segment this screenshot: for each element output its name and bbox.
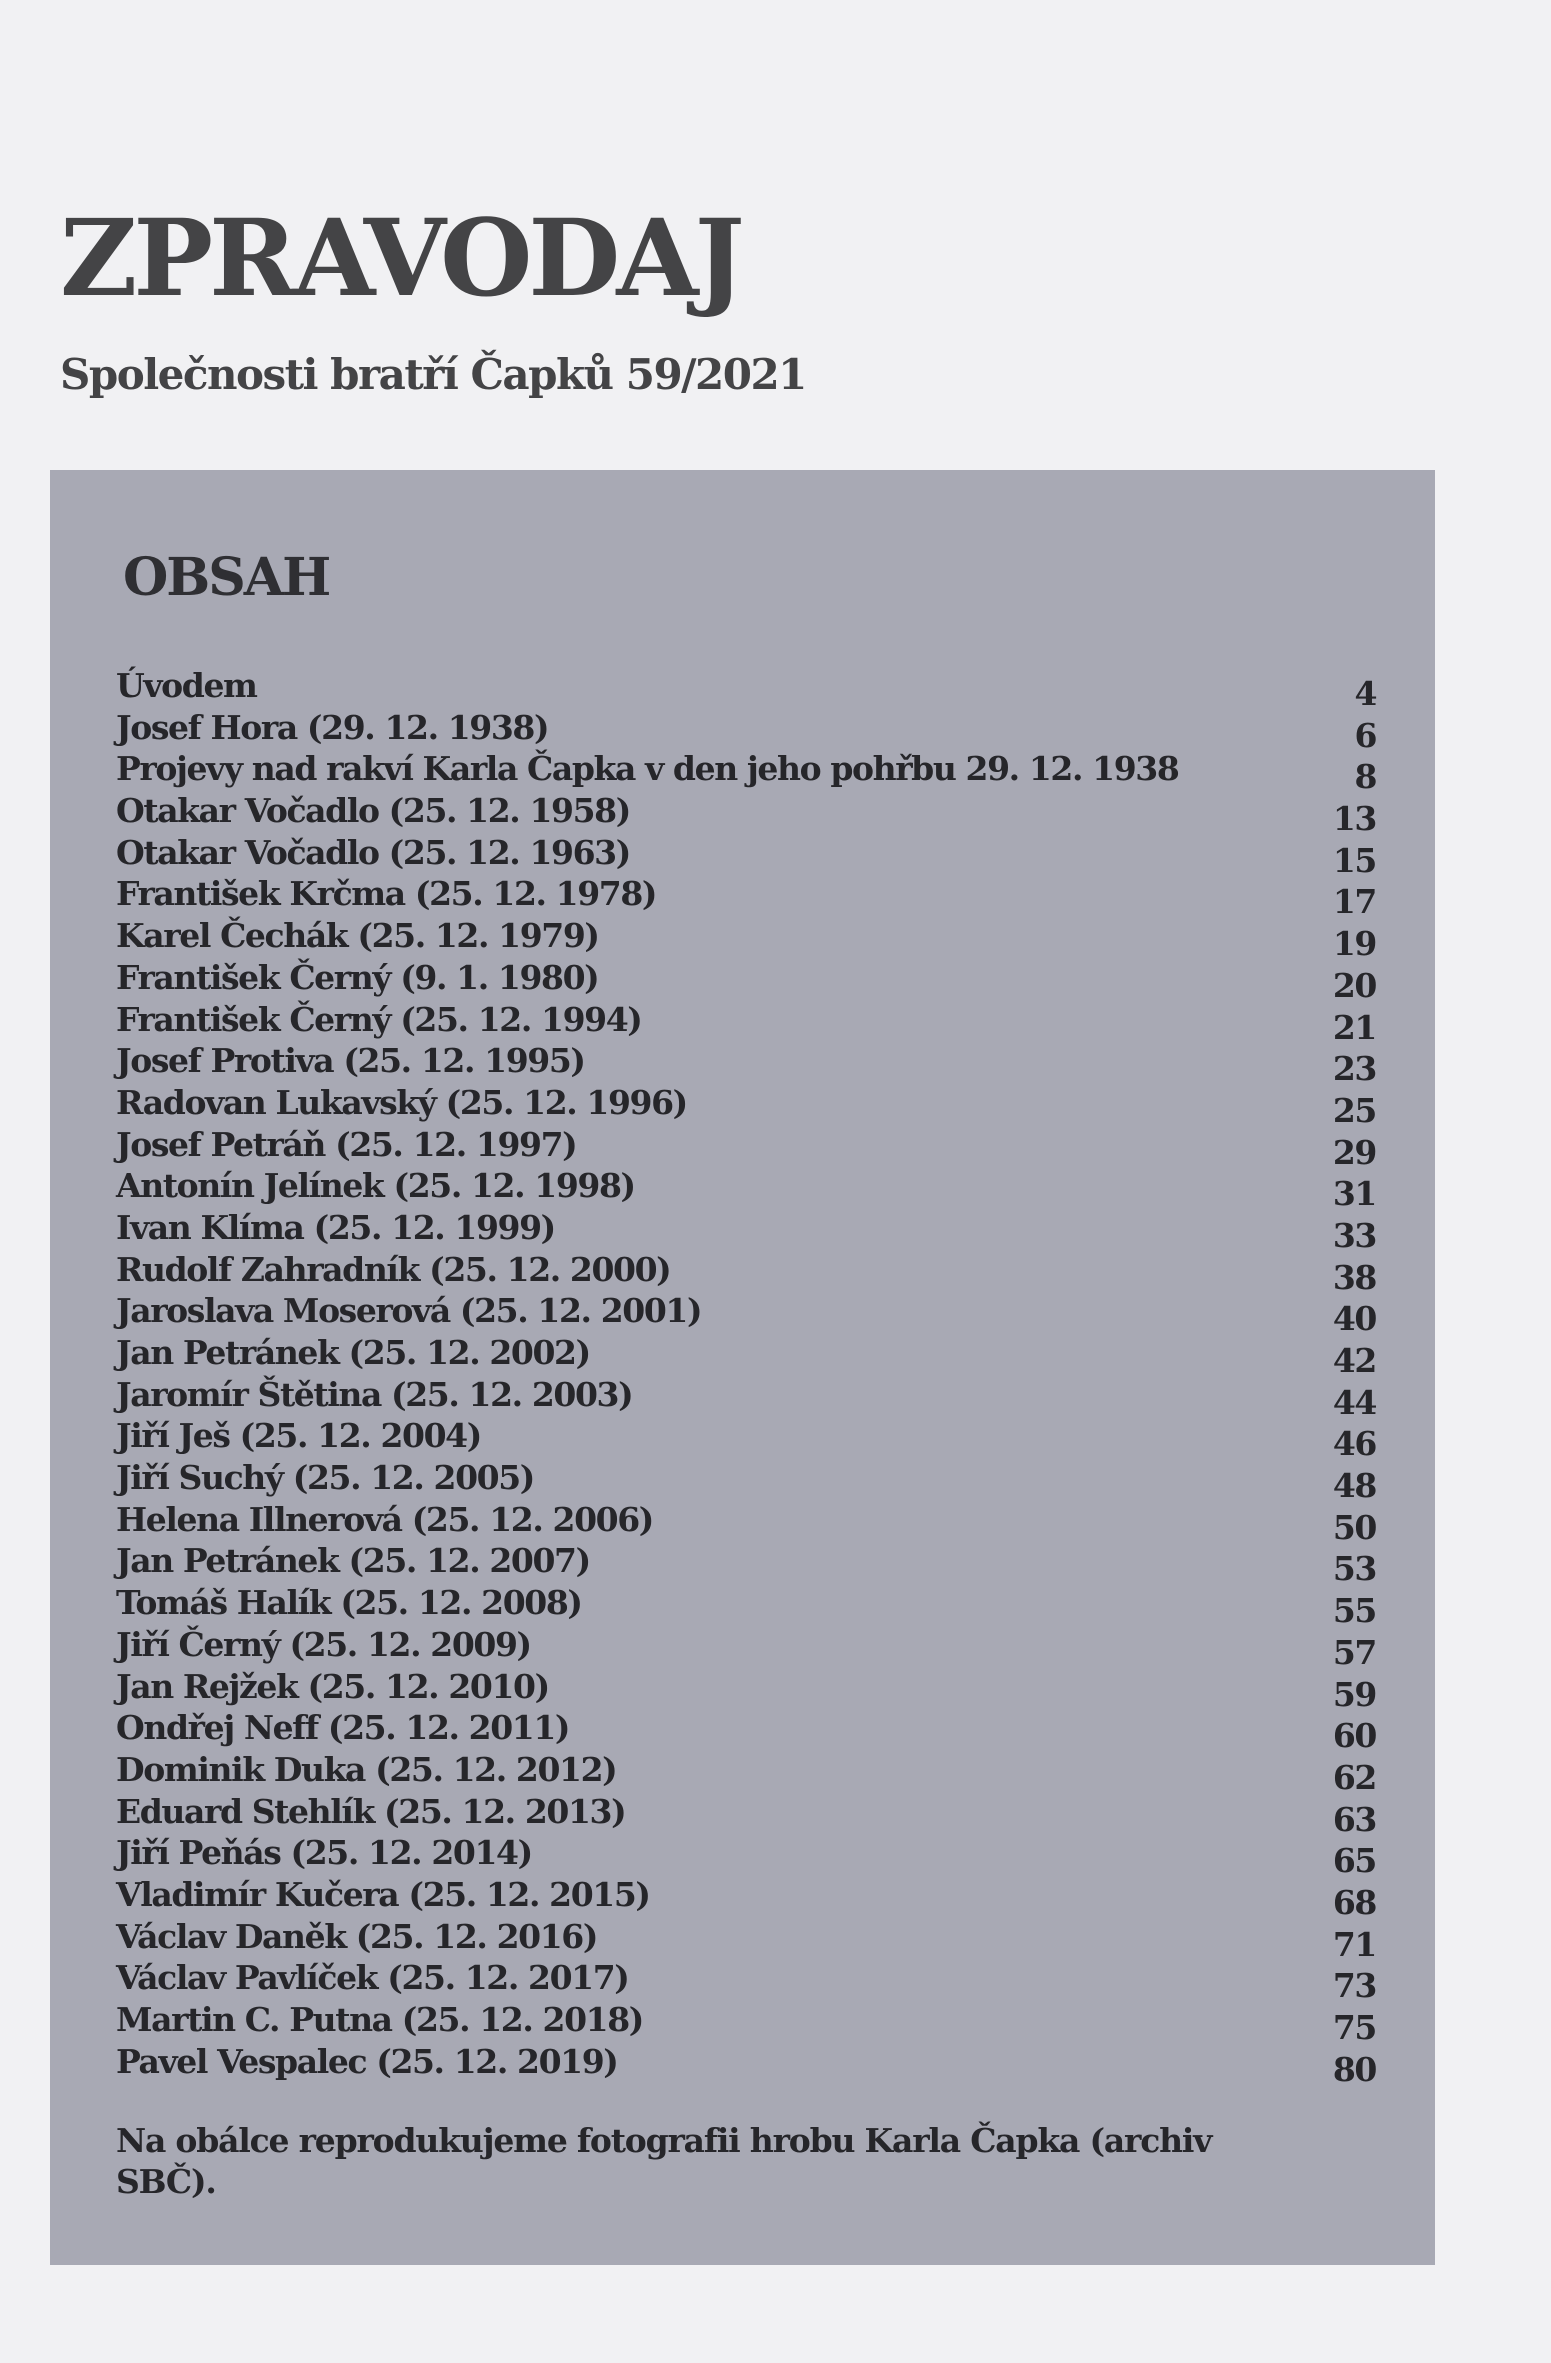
toc-entry-page-number: 60	[1332, 1716, 1376, 1756]
toc-entry-title: Úvodem	[116, 666, 257, 705]
toc-entry	[116, 1957, 1376, 2006]
toc-entry-title: Václav Pavlíček (25. 12. 2017)	[116, 1958, 629, 1998]
toc-entry-page-number: 21	[1332, 1007, 1376, 1047]
toc-entry-page-number: 25	[1332, 1090, 1376, 1130]
toc-entry	[116, 1165, 1376, 1214]
toc-entry-title: Martin C. Putna (25. 12. 2018)	[116, 2000, 644, 2039]
masthead-subtitle: Společnosti bratří Čapků 59/2021	[60, 350, 806, 399]
toc-entry-page-number: 19	[1332, 924, 1376, 964]
toc-entry	[116, 1082, 1376, 1130]
toc-entry	[116, 1290, 1376, 1339]
toc-entry-page-number: 33	[1332, 1215, 1376, 1255]
toc-entry-title: František Černý (9. 1. 1980)	[116, 957, 599, 997]
toc-entry	[116, 873, 1376, 922]
toc-entry-page-number: 55	[1332, 1591, 1376, 1631]
toc-entry	[116, 1249, 1376, 1297]
toc-entry-page-number: 31	[1332, 1174, 1376, 1214]
toc-entry	[116, 1832, 1376, 1881]
toc-entry-title: Radovan Lukavský (25. 12. 1996)	[116, 1082, 687, 1122]
toc-entry-page-number: 46	[1332, 1424, 1376, 1464]
toc-entry-title: Karel Čechák (25. 12. 1979)	[116, 916, 599, 956]
toc-entry	[116, 1499, 1376, 1547]
toc-entry-title: Antonín Jelínek (25. 12. 1998)	[116, 1166, 635, 1206]
masthead-title: ZPRAVODAJ	[60, 195, 741, 320]
toc-entry-title: František Černý (25. 12. 1994)	[116, 999, 642, 1039]
toc-entry-page-number: 48	[1332, 1466, 1376, 1506]
toc-entry-page-number: 80	[1332, 2049, 1376, 2089]
toc-entry	[116, 1040, 1376, 1089]
toc-entry-title: Josef Petráň (25. 12. 1997)	[116, 1124, 577, 1164]
toc-entry-title: Otakar Vočadlo (25. 12. 1963)	[116, 832, 630, 872]
toc-entry	[116, 1624, 1376, 1672]
toc-entry-page-number: 29	[1332, 1132, 1376, 1172]
toc-entry	[116, 1874, 1376, 1922]
toc-entry-title: Jiří Peňás (25. 12. 2014)	[116, 1833, 532, 1873]
toc-entry-page-number: 13	[1332, 799, 1376, 839]
toc-entry	[116, 1666, 1376, 1714]
toc-entry-page-number: 75	[1332, 2008, 1376, 2047]
toc-entry-title: Ivan Klíma (25. 12. 1999)	[116, 1207, 555, 1247]
toc-entry	[116, 999, 1376, 1047]
toc-entry-page-number: 62	[1332, 1757, 1376, 1797]
toc-entry-title: Tomáš Halík (25. 12. 2008)	[116, 1583, 582, 1623]
toc-entry	[116, 748, 1376, 797]
toc-entry	[116, 957, 1376, 1005]
toc-entry	[116, 1582, 1376, 1631]
toc-entry-page-number: 44	[1332, 1382, 1376, 1422]
toc-entry	[116, 707, 1376, 755]
toc-entry	[116, 665, 1376, 713]
toc-entry-page-number: 42	[1332, 1341, 1376, 1380]
toc-entry-title: Jan Rejžek (25. 12. 2010)	[116, 1666, 549, 1706]
toc-entry	[116, 2041, 1376, 2089]
toc-entry-page-number: 4	[1354, 674, 1376, 713]
toc-entry-title: Helena Illnerová (25. 12. 2006)	[116, 1499, 653, 1539]
toc-entry-title: Jaroslava Moserová (25. 12. 2001)	[116, 1291, 702, 1331]
toc-entry-title: Projevy nad rakví Karla Čapka v den jeho pohřbu 29. 12. 1938	[116, 749, 1179, 789]
toc-entry-page-number: 68	[1332, 1882, 1376, 1922]
toc-list	[116, 665, 1376, 2089]
toc-entry-title: Václav Daněk (25. 12. 2016)	[116, 1916, 598, 1956]
toc-entry-page-number: 20	[1332, 965, 1376, 1005]
toc-entry	[116, 1916, 1376, 1964]
toc-entry-title: Rudolf Zahradník (25. 12. 2000)	[116, 1249, 671, 1289]
toc-entry-page-number: 17	[1332, 882, 1376, 922]
toc-entry-title: Josef Protiva (25. 12. 1995)	[116, 1041, 585, 1081]
toc-entry-page-number: 40	[1332, 1299, 1376, 1339]
toc-entry-page-number: 15	[1332, 840, 1376, 880]
toc-entry-title: František Krčma (25. 12. 1978)	[116, 874, 657, 914]
toc-entry-title: Pavel Vespalec (25. 12. 2019)	[116, 2041, 618, 2081]
toc-entry-title: Vladimír Kučera (25. 12. 2015)	[116, 1874, 650, 1914]
toc-entry-page-number: 50	[1332, 1507, 1376, 1547]
toc-entry	[116, 1999, 1376, 2047]
toc-entry-title: Dominik Duka (25. 12. 2012)	[116, 1749, 617, 1789]
toc-entry	[116, 1707, 1376, 1756]
cover-note: Na obálce reprodukujeme fotografii hrobu Karla Čapka (archiv SBČ).	[116, 2121, 1212, 2201]
toc-entry	[116, 1457, 1376, 1506]
toc-entry-title: Jan Petránek (25. 12. 2002)	[116, 1333, 590, 1372]
toc-entry-title: Ondřej Neff (25. 12. 2011)	[116, 1708, 570, 1748]
toc-entry-title: Jiří Ješ (25. 12. 2004)	[116, 1416, 481, 1456]
toc-heading: OBSAH	[123, 547, 330, 608]
toc-entry-title: Jiří Černý (25. 12. 2009)	[116, 1624, 531, 1664]
toc-entry	[116, 1791, 1376, 1839]
toc-entry-page-number: 57	[1332, 1632, 1376, 1672]
toc-entry-page-number: 59	[1332, 1674, 1376, 1714]
toc-entry-title: Jaromír Štětina (25. 12. 2003)	[116, 1374, 633, 1414]
toc-entry-page-number: 6	[1354, 715, 1376, 755]
toc-entry-page-number: 65	[1332, 1841, 1376, 1881]
toc-entry	[116, 1540, 1376, 1589]
toc-entry-page-number: 38	[1332, 1257, 1376, 1297]
toc-entry	[116, 1332, 1376, 1380]
toc-entry	[116, 832, 1376, 880]
toc-entry	[116, 1374, 1376, 1422]
toc-entry-page-number: 53	[1332, 1549, 1376, 1589]
toc-entry-title: Jan Petránek (25. 12. 2007)	[116, 1541, 590, 1581]
toc-entry	[116, 1124, 1376, 1172]
toc-entry	[116, 790, 1376, 839]
toc-entry	[116, 1207, 1376, 1255]
toc-entry-title: Josef Hora (29. 12. 1938)	[116, 707, 549, 747]
toc-entry-page-number: 8	[1354, 757, 1376, 797]
toc-entry	[116, 1749, 1376, 1797]
toc-entry-page-number: 63	[1332, 1799, 1376, 1839]
table-of-contents-panel	[50, 470, 1435, 2265]
toc-entry-title: Otakar Vočadlo (25. 12. 1958)	[116, 791, 630, 831]
toc-entry-title: Eduard Stehlík (25. 12. 2013)	[116, 1791, 626, 1831]
toc-entry	[116, 1415, 1376, 1464]
toc-entry-title: Jiří Suchý (25. 12. 2005)	[116, 1458, 535, 1498]
toc-entry-page-number: 23	[1332, 1049, 1376, 1089]
toc-entry-page-number: 71	[1332, 1924, 1376, 1964]
toc-entry	[116, 915, 1376, 964]
toc-entry-page-number: 73	[1332, 1966, 1376, 2006]
